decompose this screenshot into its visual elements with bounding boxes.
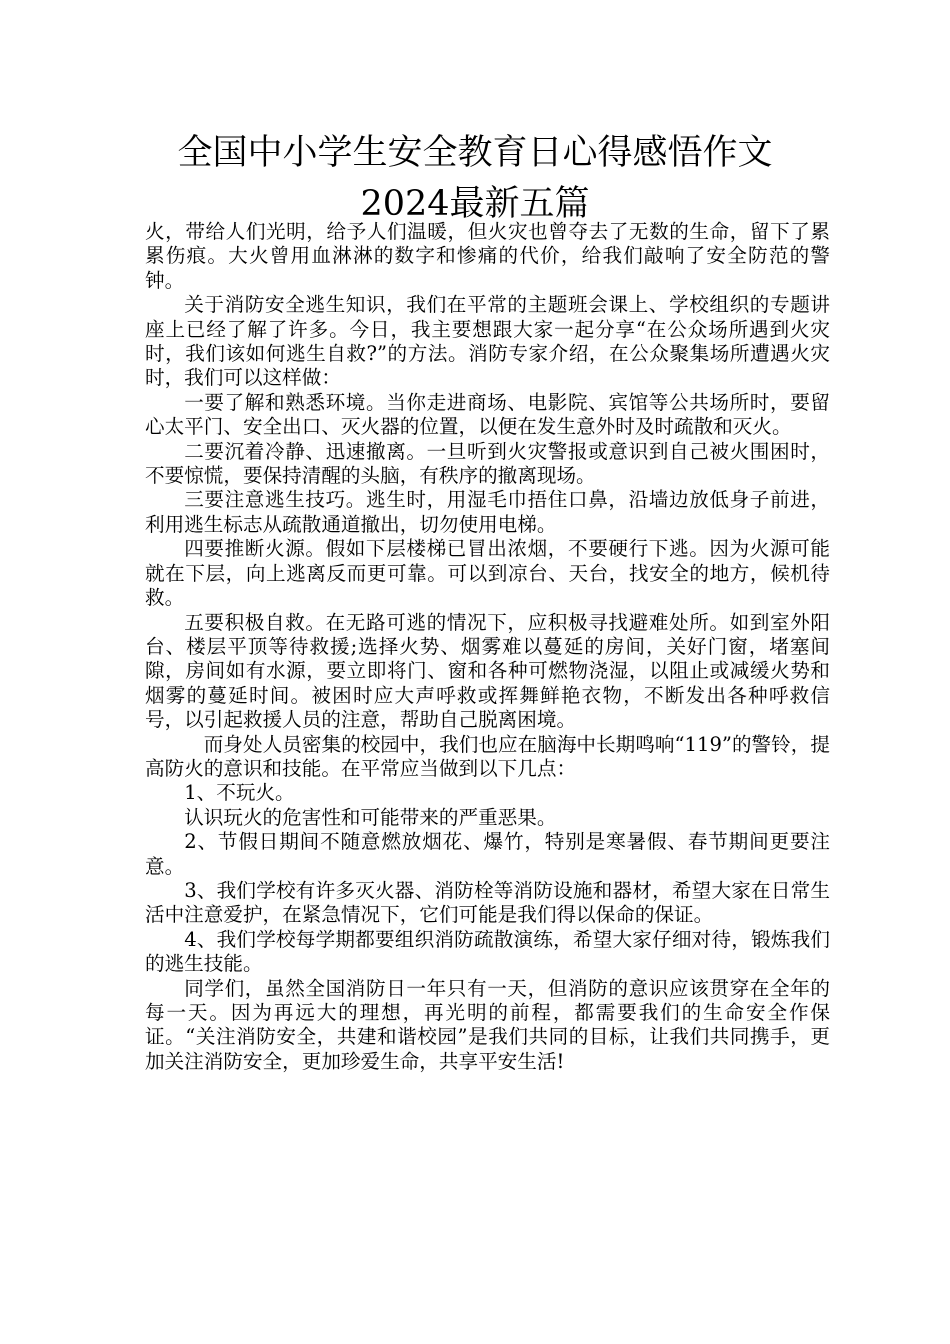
paragraph-point-4: 4、我们学校每学期都要组织消防疏散演练，希望大家仔细对待，锻炼我们的逃生技能。 xyxy=(145,927,830,976)
paragraph-tip-4: 四要推断火源。假如下层楼梯已冒出浓烟，不要硬行下逃。因为火源可能就在下层，向上逃离反而更可靠。可以到凉台、天台，找安全的地方，候机待救。 xyxy=(145,537,830,610)
document-title-line-1: 全国中小学生安全教育日心得感悟作文 xyxy=(177,133,773,173)
paragraph-tip-2: 二要沉着冷静、迅速撤离。一旦听到火灾警报或意识到自己被火围困时，不要惊慌，要保持清醒的头脑，有秩序的撤离现场。 xyxy=(145,439,830,488)
paragraph-tip-3: 三要注意逃生技巧。逃生时，用湿毛巾捂住口鼻，沿墙边放低身子前进，利用逃生标志从疏散通道撤出，切勿使用电梯。 xyxy=(145,488,830,536)
paragraph-conclusion: 同学们，虽然全国消防日一年只有一天，但消防的意识应该贯穿在全年的每一天。因为再远大的理想，再光明的前程，都需要我们的生命安全作保证。“关注消防安全，共建和谐校园”是我们共同的目标，让我们共同携手，更加关注消防安全，更加珍爱生命，共享平安生活! xyxy=(145,976,830,1073)
document-body xyxy=(145,220,830,1074)
paragraph-campus: 而身处人员密集的校园中，我们也应在脑海中长期鸣响“119”的警铃，提高防火的意识和技能。在平常应当做到以下几点： xyxy=(145,732,830,780)
paragraph-intro: 火，带给人们光明，给予人们温暖，但火灾也曾夺去了无数的生命，留下了累累伤痕。大火曾用血淋淋的数字和惨痛的代价，给我们敲响了安全防范的警钟。 xyxy=(145,220,830,292)
paragraph-point-1: 1、不玩火。 xyxy=(184,781,295,805)
paragraph-tip-1: 一要了解和熟悉环境。当你走进商场、电影院、宾馆等公共场所时，要留心太平门、安全出口、灭火器的位置，以便在发生意外时及时疏散和灭火。 xyxy=(145,390,830,439)
paragraph-knowledge: 关于消防安全逃生知识，我们在平常的主题班会课上、学校组织的专题讲座上已经了解了许多。今日，我主要想跟大家一起分享“在公众场所遇到火灾时，我们该如何逃生自救?”的方法。消防专家介绍，在公众聚集场所遭遇火灾时，我们可以这样做： xyxy=(145,293,830,390)
paragraph-point-2: 2、节假日期间不随意燃放烟花、爆竹，特别是寒暑假、春节期间更要注意。 xyxy=(145,830,830,878)
document-title-line-2: 2024最新五篇 xyxy=(360,184,590,224)
paragraph-tip-5: 五要积极自救。在无路可逃的情况下，应积极寻找避难处所。如到室外阳台、楼层平顶等待救援;选择火势、烟雾难以蔓延的房间，关好门窗，堵塞间隙，房间如有水源，要立即将门、窗和各种可燃物浇湿，以阻止或减缓火势和烟雾的蔓延时间。被困时应大声呼救或挥舞鲜艳衣物，不断发出各种呼救信号，以引起救援人员的注意，帮助自己脱离困境。 xyxy=(145,610,830,732)
paragraph-point-1-detail: 认识玩火的危害性和可能带来的严重恶果。 xyxy=(184,805,557,829)
paragraph-point-3: 3、我们学校有许多灭火器、消防栓等消防设施和器材，希望大家在日常生活中注意爱护，在紧急情况下，它们可能是我们得以保命的保证。 xyxy=(145,878,830,927)
